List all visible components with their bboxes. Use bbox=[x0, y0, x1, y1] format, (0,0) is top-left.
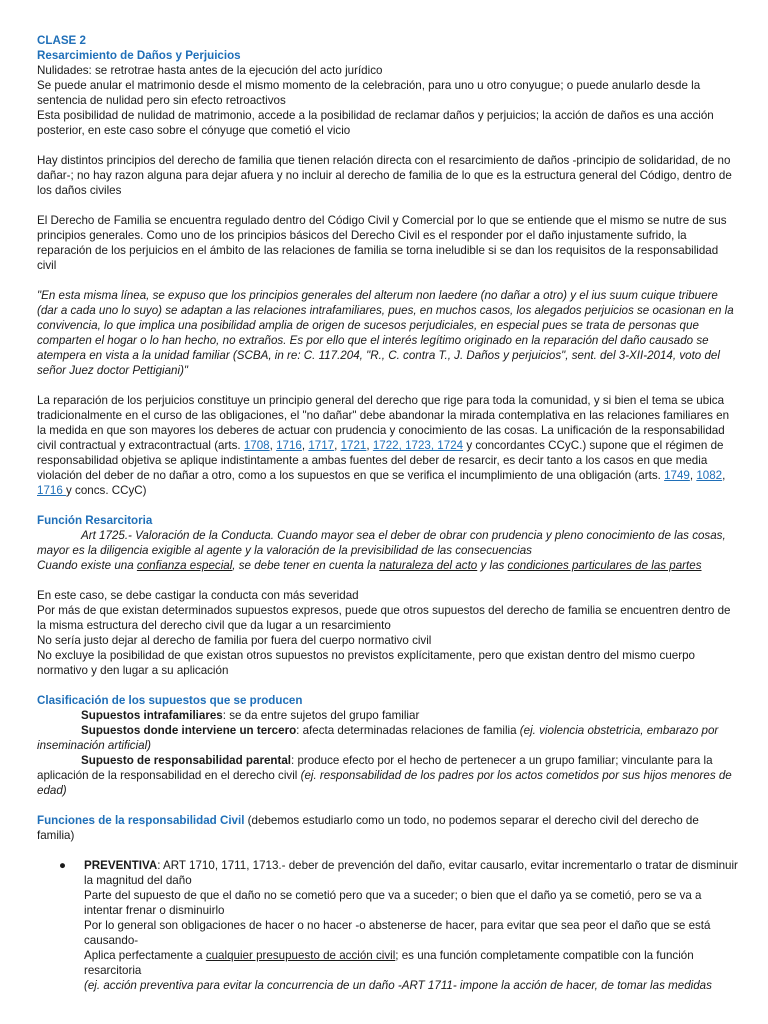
caso-line-1: En este caso, se debe castigar la conducta con más severidad bbox=[37, 589, 359, 602]
link-art-1717[interactable]: 1717 bbox=[308, 439, 335, 452]
confianza-especial: confianza especial bbox=[136, 559, 233, 572]
supuesto-tercero-text: : afecta determinadas relaciones de familia bbox=[296, 724, 520, 737]
supuesto-parental-example: (ej. responsabilidad de los padres por los actos cometidos por sus hijos menores de edad) bbox=[37, 769, 732, 797]
preventiva-line-5: (ej. acción preventiva para evitar la concurrencia de un daño -ART 1711- impone la acción de hacer, de tomar las medidas bbox=[84, 979, 712, 992]
funciones-list bbox=[37, 858, 738, 993]
link-art-1721[interactable]: 1721 bbox=[340, 439, 367, 452]
link-art-1716[interactable]: 1716 bbox=[276, 439, 302, 452]
reparacion-text-2: y concordantes CCyC.) supone que el régimen de responsabilidad objetiva se aplique indistintamente a ambas fuentes del deber de resarcir, es decir tanto a los casos en que media violación del deber de no dañar a otro, como a los supuestos en que se verifica el incumplimiento de una obligación (arts. bbox=[37, 439, 724, 482]
funciones-subtitle: (debemos estudiarlo como un todo, no podemos separar el derecho civil del derecho de familia) bbox=[37, 814, 699, 842]
funciones-heading bbox=[37, 813, 738, 843]
reparacion-text-1: La reparación de los perjuicios constituye un principio general del derecho que rige para toda la comunidad, y si bien el tema se ubica tradicionalmente en el curso de las obligaciones, el "no dañar" debe abandonar la mirada contemplativa en las relaciones familiares en la medida en que son mayores los deberes de actuar con prudencia y conocimiento de las cosas. La unificación de la responsabilidad civil contractual y extracontractual (arts. bbox=[37, 394, 730, 452]
supuesto-tercero bbox=[37, 723, 738, 753]
caso-line-2: Por más de que existan determinados supuestos expresos, puede que otros supuestos del derecho de familia se encuentren dentro de la misma estructura del derecho civil que da lugar a un resarcimiento bbox=[37, 604, 731, 632]
jurisprudence-quote: "En esta misma línea, se expuso que los principios generales del alterum non laedere (no dañar a otro) y el ius suum cuique tribuere (dar a cada uno lo suyo) se adaptan a las relaciones intrafamiliares, pues, en muchos casos, los alegados perjuicios se ocasionan en la convivencia, lo que implica una posibilidad amplia de origen de sucesos perjudiciales, en especial pues se trata de personas que comparten el hogar o lo han hecho, no extraños. Es por ello que el interés legítimo originado en la reparación del daño causado se atempera en vista a la unidad familiar (SCBA, in re: C. 117.204, "R., C. contra T., J. Daños y perjuicios", sent. del 3-XII-2014, voto del señor Juez doctor Pettigiani)" bbox=[37, 289, 734, 377]
supuesto-parental bbox=[37, 753, 738, 798]
supuesto-intrafamiliar-label: Supuestos intrafamiliares bbox=[81, 709, 223, 722]
caso-line-4: No excluye la posibilidad de que existan otros supuestos no previstos explícitamente, pero que existan dentro del mismo cuerpo normativo y den lugar a su aplicación bbox=[37, 649, 695, 677]
confianza-line bbox=[37, 558, 738, 573]
link-art-1722-1724[interactable]: 1722, 1723, 1724 bbox=[372, 439, 464, 452]
preventiva-line-3: Por lo general son obligaciones de hacer o no hacer -o abstenerse de hacer, para evitar que sea peor el daño que se está causando- bbox=[84, 919, 711, 947]
intro-line-3: Esta posibilidad de nulidad de matrimonio, accede a la posibilidad de reclamar daños y perjuicios; la acción de daños es una acción posterior, en este caso sobre el cónyuge que cometió el vicio bbox=[37, 109, 714, 137]
reparacion-text-3: y concs. CCyC) bbox=[66, 484, 147, 497]
principios-paragraph: Hay distintos principios del derecho de familia que tienen relación directa con el resarcimiento de daños -principio de solidaridad, de no dañar-; no hay razon alguna para dejar afuera y no incluir al derecho de familia de lo que es la estructura general del Código, dentro de los daños civiles bbox=[37, 154, 732, 197]
link-art-1708[interactable]: 1708 bbox=[243, 439, 270, 452]
naturaleza-acto: naturaleza del acto bbox=[379, 559, 478, 572]
preventiva-text: : ART 1710, 1711, 1713.- deber de prevención del daño, evitar causarlo, evitar incrementarlo o tratar de disminuir la magnitud del daño bbox=[84, 859, 738, 887]
preventiva-line-4 bbox=[84, 948, 738, 978]
preventiva-l4-underlined: cualquier presupuesto de acción civil bbox=[205, 949, 396, 962]
separator: , bbox=[269, 439, 277, 452]
supuesto-parental-text: : produce efecto por el hecho de pertenecer a un grupo familiar; vinculante para la aplicación de la responsabilidad en el derecho civil bbox=[37, 754, 713, 782]
preventiva-l4-text-1: Aplica perfectamente a bbox=[84, 949, 206, 962]
separator: , bbox=[366, 439, 373, 452]
bullet-icon: ● bbox=[59, 859, 67, 872]
supuesto-tercero-label: Supuestos donde interviene un tercero bbox=[81, 724, 297, 737]
intro-line-2: Se puede anular el matrimonio desde el mismo momento de la celebración, para uno u otro conyugue; o puede anularlo desde la sentencia de nulidad pero sin efecto retroactivos bbox=[37, 79, 701, 107]
clasificacion-title: Clasificación de los supuestos que se producen bbox=[37, 694, 303, 707]
intro-line-1: Nulidades: se retrotrae hasta antes de la ejecución del acto jurídico bbox=[37, 64, 383, 77]
list-item-preventiva bbox=[37, 858, 738, 993]
preventiva-label: PREVENTIVA bbox=[84, 859, 158, 872]
supuesto-tercero-example: (ej. violencia obstetricia, embarazo por inseminación artificial) bbox=[37, 724, 719, 752]
funcion-resarcitoria-title: Función Resarcitoria bbox=[37, 514, 153, 527]
reparacion-paragraph bbox=[37, 393, 738, 498]
link-art-1749[interactable]: 1749 bbox=[664, 469, 690, 482]
class-title: CLASE 2 bbox=[37, 34, 86, 47]
caso-line-3: No sería justo dejar al derecho de familia por fuera del cuerpo normativo civil bbox=[37, 634, 432, 647]
section-title: Resarcimiento de Daños y Perjuicios bbox=[37, 49, 241, 62]
link-art-1082[interactable]: 1082 bbox=[696, 469, 723, 482]
condiciones-partes: condiciones particulares de las partes bbox=[507, 559, 702, 572]
link-art-1716-b[interactable]: 1716 bbox=[37, 484, 67, 497]
regulado-paragraph: El Derecho de Familia se encuentra regulado dentro del Código Civil y Comercial por lo que se entiende que el mismo se nutre de sus principios generales. Como uno de los principios básicos del Derecho Civil es el responder por el daño injustamente sufrido, la reparación de los perjuicios en el ámbito de las relaciones de familia se torna ineludible si se dan los requisitos de la responsabilidad civil bbox=[37, 214, 727, 272]
funciones-title: Funciones de la responsabilidad Civil bbox=[37, 814, 245, 827]
separator: , bbox=[689, 469, 697, 482]
supuesto-intrafamiliar bbox=[37, 708, 738, 723]
confianza-text-3: y las bbox=[477, 559, 508, 572]
preventiva-line-1 bbox=[84, 858, 738, 888]
supuesto-parental-label: Supuesto de responsabilidad parental bbox=[81, 754, 292, 767]
separator: , bbox=[334, 439, 341, 452]
separator: , bbox=[301, 439, 309, 452]
preventiva-line-2: Parte del supuesto de que el daño no se cometió pero que va a suceder; o bien que el daño ya se cometió, pero se va a intentar frenar o disminuirlo bbox=[84, 889, 702, 917]
preventiva-l4-text-2: ; es una función completamente compatible con la función resarcitoria bbox=[84, 949, 694, 977]
confianza-text-2: , se debe tener en cuenta la bbox=[232, 559, 380, 572]
confianza-text-1: Cuando existe una bbox=[37, 559, 137, 572]
separator: , bbox=[722, 469, 726, 482]
art-1725-text: Art 1725.- Valoración de la Conducta. Cuando mayor sea el deber de obrar con prudencia y pleno conocimiento de las cosas, mayor es la diligencia exigible al agente y la valoración de la previsibilidad de las consecuencias bbox=[37, 529, 726, 557]
supuesto-intrafamiliar-text: : se da entre sujetos del grupo familiar bbox=[222, 709, 420, 722]
